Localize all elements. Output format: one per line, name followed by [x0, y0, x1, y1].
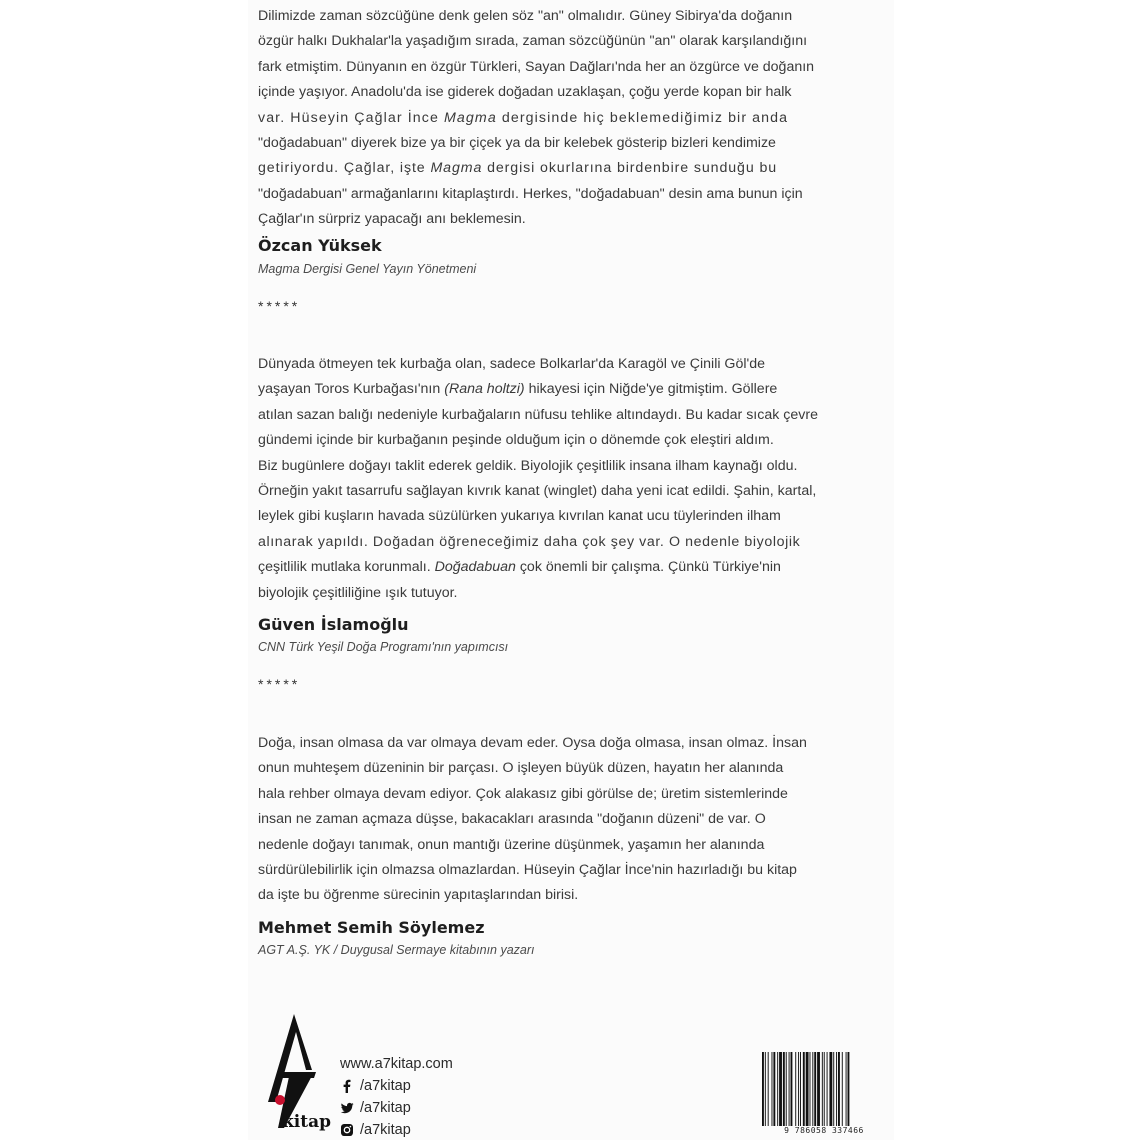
text-line: Örneğin yakıt tasarrufu sağlayan kıvrık kanat (winglet) daha yeni icat edildi. Şahin, kartal,	[258, 483, 817, 500]
barcode-bar	[791, 1052, 793, 1126]
twitter-link[interactable]	[340, 1097, 453, 1119]
website-text: www.a7kitap.com	[340, 1056, 453, 1072]
barcode-bar	[777, 1052, 778, 1126]
text-line: atılan sazan balığı nedeniyle kurbağaların nüfusu tehlike altındaydı. Bu kadar sıcak çevre	[258, 406, 818, 423]
text-line: Dünyada ötmeyen tek kurbağa olan, sadece Bolkarlar'da Karagöl ve Çinili Göl'de	[258, 356, 766, 372]
barcode-bar	[779, 1052, 782, 1126]
facebook-link[interactable]	[340, 1075, 453, 1097]
text-line: fark etmiştim. Dünyanın en özgür Türkleri, Sayan Dağları'nda her an özgürce ve doğanın	[258, 58, 815, 75]
text-line: sürdürülebilirlik için olmazsa olmazlardan. Hüseyin Çağlar İnce'nin hazırladığı bu kitap	[258, 862, 797, 879]
text-line: "doğadabuan" armağanlarını kitaplaştırdı. Herkes, "doğadabuan" desin ama bunun için	[258, 185, 803, 202]
instagram-link[interactable]	[340, 1119, 453, 1140]
author-name-2: Güven İslamoğlu	[258, 615, 409, 634]
barcode-number: 9 786058 337466	[784, 1126, 864, 1135]
barcode-bar	[786, 1052, 787, 1126]
barcode-bar	[806, 1052, 809, 1126]
barcode-bar	[795, 1052, 796, 1126]
barcode-bar	[810, 1052, 811, 1126]
text-line: getiriyordu. Çağlar, işte Magma dergisi okurlarına birdenbire sunduğu bu	[258, 160, 778, 177]
section-separator-2: *****	[258, 676, 301, 692]
author-role-2: CNN Türk Yeşil Doğa Programı'nın yapımcısı	[258, 640, 509, 654]
text-line: onun muhteşem düzeninin bir parçası. O işleyen büyük düzen, hayatın her alanında	[258, 760, 784, 777]
text-line: çeşitlilik mutlaka korunmalı. Doğadabuan çok önemli bir çalışma. Çünkü Türkiye'nin	[258, 559, 781, 576]
publisher-contacts	[340, 1053, 453, 1140]
barcode-bar	[833, 1052, 834, 1126]
text-line: gündemi içinde bir kurbağanın peşinde olduğum için o dönemde çok eleştiri aldım.	[258, 432, 774, 449]
barcode-bar	[803, 1052, 805, 1126]
barcode-bar	[846, 1052, 847, 1126]
author-role-1: Magma Dergisi Genel Yayın Yönetmeni	[258, 262, 477, 276]
barcode-bar	[814, 1052, 816, 1126]
barcode-bar	[848, 1052, 850, 1126]
author-role-3: AGT A.Ş. YK / Duygusal Sermaye kitabının yazarı	[258, 943, 535, 957]
text-line: Doğa, insan olmasa da var olmaya devam eder. Oysa doğa olmasa, insan olmaz. İnsan	[258, 735, 807, 751]
barcode-bar	[827, 1052, 828, 1126]
isbn-barcode	[760, 1052, 888, 1126]
barcode-bar	[842, 1052, 843, 1126]
author-name-3: Mehmet Semih Söylemez	[258, 918, 485, 937]
barcode-bar	[812, 1052, 813, 1126]
text-line: Dilimizde zaman sözcüğüne denk gelen söz "an" olmalıdır. Güney Sibirya'da doğanın	[258, 8, 793, 24]
text-line: biyolojik çeşitliliğine ışık tutuyor.	[258, 584, 458, 601]
section-separator-1: *****	[258, 298, 301, 314]
facebook-handle: /a7kitap	[360, 1078, 411, 1094]
facebook-icon	[340, 1079, 354, 1093]
website-link[interactable]	[340, 1053, 453, 1075]
barcode-bar	[824, 1052, 825, 1126]
text-line: Biz bugünlere doğayı taklit ederek geldik. Biyolojik çeşitlilik insana ilham kaynağı oldu.	[258, 457, 798, 474]
text-line: özgür halkı Dukhalar'la yaşadığım sırada, zaman sözcüğünün "an" olarak karşılandığını	[258, 33, 808, 50]
text-line: insan ne zaman açmaza düşse, bakacakları arasında "doğanın düzeni" de var. O	[258, 811, 766, 828]
text-line: var. Hüseyin Çağlar İnce Magma dergisinde hiç beklemediğimiz bir anda	[258, 109, 789, 126]
barcode-bar	[800, 1052, 801, 1126]
barcode-bar	[772, 1052, 773, 1126]
barcode-bar	[822, 1052, 823, 1126]
instagram-icon	[340, 1123, 354, 1137]
logo-accent-dot	[275, 1095, 285, 1105]
text-line: "doğadabuan" diyerek bize ya bir çiçek ya da bir kelebek gösterip bizleri kendimize	[258, 135, 776, 152]
barcode-bar	[783, 1052, 785, 1126]
review-paragraph-3	[258, 731, 890, 909]
barcode-bar	[773, 1052, 775, 1126]
barcode-bar	[765, 1052, 766, 1126]
text-line: yaşayan Toros Kurbağası'nın (Rana holtzi) hikayesi için Niğde'ye gitmiştim. Göllere	[258, 381, 778, 398]
twitter-icon	[340, 1101, 354, 1115]
text-line: leylek gibi kuşların havada süzülürken yukarıya kıvrılan kanat ucu tüylerinden ilham	[258, 508, 781, 525]
logo-text: kitap	[282, 1112, 331, 1132]
barcode-bar	[768, 1052, 769, 1126]
text-line: içinde yaşıyor. Anadolu'da ise giderek doğadan uzaklaşan, çoğu yerde kopan bir halk	[258, 84, 792, 101]
text-line: da işte bu öğrenme sürecinin yapıtaşlarından birisi.	[258, 887, 579, 904]
review-paragraph-1	[258, 4, 890, 233]
review-paragraph-2	[258, 352, 890, 606]
text-line: Çağlar'ın sürpriz yapacağı anı beklemesin.	[258, 211, 526, 228]
barcode-bar	[838, 1052, 840, 1126]
barcode-bar	[762, 1052, 764, 1126]
barcode-bar	[817, 1052, 820, 1126]
barcode-bar	[836, 1052, 837, 1126]
text-line: hala rehber olmaya devam ediyor. Çok alakasız gibi görülse de; üretim sistemlerinde	[258, 785, 788, 802]
instagram-handle: /a7kitap	[360, 1122, 411, 1138]
barcode-bar	[798, 1052, 799, 1126]
text-line: alınarak yapıldı. Doğadan öğreneceğimiz daha çok şey var. O nedenle biyolojik	[258, 533, 801, 550]
twitter-handle: /a7kitap	[360, 1100, 411, 1116]
barcode-bar	[829, 1052, 832, 1126]
text-line: nedenle doğayı tanımak, onun mantığı üzerine düşünmek, yaşamın her alanında	[258, 836, 765, 853]
barcode-bar	[789, 1052, 790, 1126]
author-name-1: Özcan Yüksek	[258, 236, 382, 255]
